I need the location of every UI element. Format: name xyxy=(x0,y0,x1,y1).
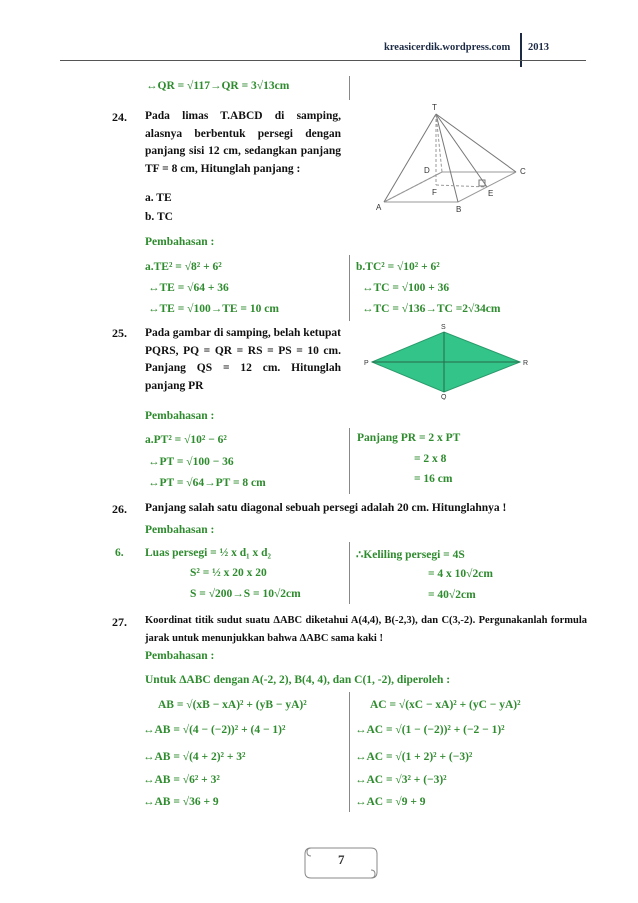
q25-left-3: ↔PT = √64→PT = 8 cm xyxy=(148,477,266,489)
header-rule xyxy=(60,60,586,61)
label-D: D xyxy=(424,166,430,175)
q27-left-5: ↔AB = √36 + 9 xyxy=(143,796,219,808)
q26-left-2: S² = ½ x 20 x 20 xyxy=(190,567,267,579)
q24-left-3: ↔TE = √100→TE = 10 cm xyxy=(148,303,279,315)
label-R: R xyxy=(523,360,529,367)
q25-pembahasan: Pembahasan : xyxy=(145,410,215,422)
pyramid-figure xyxy=(366,100,556,215)
q27-left-1: AB = √(xB − xA)² + (yB − yA)² xyxy=(158,699,307,711)
page-number: 7 xyxy=(338,852,345,867)
label-Q: Q xyxy=(441,394,447,400)
q26-text: Panjang salah satu diagonal sebuah persegi adalah 20 cm. Hitunglahnya ! xyxy=(145,502,507,514)
q25-left-2: ↔PT = √100 − 36 xyxy=(148,456,234,468)
q25-right-2: = 2 x 8 xyxy=(414,453,447,465)
header-divider xyxy=(520,33,522,67)
q24-right-3: ↔TC = √136→TC =2√34cm xyxy=(362,303,501,315)
q27-text: Koordinat titik sudut suatu ΔABC diketahui A(4,4), B(-2,3), dan C(3,-2). Pergunakanlah formula jarak untuk menunjukkan bahwa ΔABC sama kaki ! xyxy=(145,615,587,644)
q26-right-2: = 4 x 10√2cm xyxy=(428,568,493,580)
q24-right-2: ↔TC = √100 + 36 xyxy=(362,282,450,294)
label-C: C xyxy=(520,167,526,176)
q24-left-1: a.TE² = √8² + 6² xyxy=(145,261,222,273)
label-A: A xyxy=(376,203,382,212)
q26-sub-number: 6. xyxy=(115,547,124,559)
q27-number: 27. xyxy=(112,615,127,629)
q27-left-3: ↔AB = √(4 + 2)² + 3² xyxy=(143,751,246,763)
q27-column-rule xyxy=(349,692,350,812)
q24-part-b: b. TC xyxy=(145,211,173,223)
q24-right-1: b.TC² = √10² + 6² xyxy=(356,261,440,273)
q27-right-2: ↔AC = √(1 − (−2))² + (−2 − 1)² xyxy=(355,724,505,736)
q25-column-rule xyxy=(349,428,350,494)
q25-right-1: Panjang PR = 2 x PT xyxy=(357,432,461,444)
q27-right-5: ↔AC = √9 + 9 xyxy=(355,796,426,808)
label-B: B xyxy=(456,205,462,214)
header-year: 2013 xyxy=(528,42,549,53)
q24-left-2: ↔TE = √64 + 36 xyxy=(148,282,229,294)
label-E: E xyxy=(488,189,494,198)
q27-right-1: AC = √(xC − xA)² + (yC − yA)² xyxy=(370,699,521,711)
q26-right-1: ∴Keliling persegi = 4S xyxy=(356,549,465,561)
label-F: F xyxy=(432,188,437,197)
column-rule xyxy=(349,76,350,100)
q25-right-3: = 16 cm xyxy=(414,473,453,485)
q25-left-1: a.PT² = √10² − 6² xyxy=(145,434,227,446)
label-T: T xyxy=(432,103,437,112)
q27-right-3: ↔AC = √(1 + 2)² + (−3)² xyxy=(355,751,473,763)
q24-number: 24. xyxy=(112,110,127,124)
q25-text: Pada gambar di samping, belah ketupat PQRS, PQ = QR = RS = PS = 10 cm. Panjang QS = 12 cm. Hitunglah panjang PR xyxy=(145,327,341,392)
q26-right-3: = 40√2cm xyxy=(428,589,476,601)
q27-pembahasan: Pembahasan : xyxy=(145,650,215,662)
header-site: kreasicerdik.wordpress.com xyxy=(384,42,511,53)
q26-pembahasan: Pembahasan : xyxy=(145,524,215,536)
q27-intro: Untuk ΔABC dengan A(-2, 2), B(4, 4), dan C(1, -2), diperoleh : xyxy=(145,674,451,686)
rhombus-figure xyxy=(362,320,534,400)
q25-number: 25. xyxy=(112,326,127,340)
q26-left-1: Luas persegi = ½ x d₁ x d₂ xyxy=(145,547,271,559)
q26-column-rule xyxy=(349,542,350,604)
label-S: S xyxy=(441,324,446,331)
q24-column-rule xyxy=(349,255,350,321)
top-line: ↔QR = √117→QR = 3√13cm xyxy=(146,80,290,92)
label-P: P xyxy=(364,360,369,367)
q26-number: 26. xyxy=(112,502,127,516)
q27-left-4: ↔AB = √6² + 3² xyxy=(143,774,220,786)
q26-left-3: S = √200→S = 10√2cm xyxy=(190,588,301,600)
q24-pembahasan: Pembahasan : xyxy=(145,236,215,248)
q27-left-2: ↔AB = √(4 − (−2))² + (4 − 1)² xyxy=(143,724,286,736)
q24-text: Pada limas T.ABCD di samping, alasnya berbentuk persegi dengan panjang sisi 12 cm, sedangkan panjang TF = 8 cm, Hitunglah panjang : xyxy=(145,110,341,175)
q27-right-4: ↔AC = √3² + (−3)² xyxy=(355,774,447,786)
q24-part-a: a. TE xyxy=(145,192,172,204)
